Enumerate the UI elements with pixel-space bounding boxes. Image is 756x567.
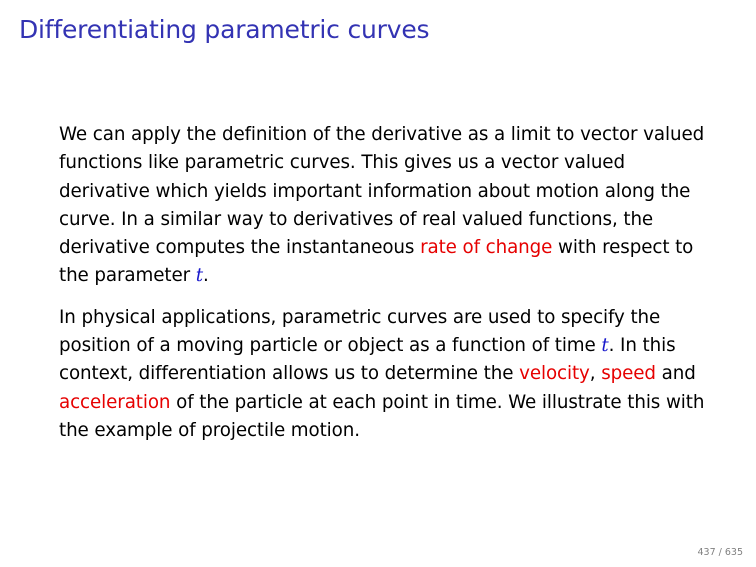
paragraph-text: In physical applications, parametric curves are used to specify the position of a moving particle or object as a function of time xyxy=(59,306,661,357)
paragraph-text: We can apply the definition of the derivative as a limit to vector valued functions like parametric curves. This gives us a vector valued derivative which yields important information about motion along the curve. In a similar way to derivatives of real valued functions, the derivative computes the instantaneous xyxy=(59,124,705,259)
paragraph-physical-applications xyxy=(59,304,709,445)
page-number: 437 / 635 xyxy=(697,547,743,558)
variable-t: t xyxy=(601,335,609,357)
paragraph-text: . In this context, differentiation allows us to determine the xyxy=(59,335,676,385)
highlight-velocity: velocity xyxy=(519,363,590,385)
highlight-rate-of-change: rate of change xyxy=(420,237,553,259)
highlight-speed: speed xyxy=(601,363,656,385)
slide-title: Differentiating parametric curves xyxy=(19,15,430,44)
variable-t: t xyxy=(195,265,203,287)
paragraph-text: , xyxy=(589,363,602,385)
paragraph-derivative-definition xyxy=(59,121,709,291)
paragraph-text: and xyxy=(655,363,696,385)
slide-body xyxy=(59,121,709,458)
paragraph-text: . xyxy=(203,265,209,287)
paragraph-text: of the particle at each point in time. We illustrate this with the example of projectile motion. xyxy=(59,391,705,441)
highlight-acceleration: acceleration xyxy=(59,391,171,413)
paragraph-text: with respect to the parameter xyxy=(59,237,694,287)
